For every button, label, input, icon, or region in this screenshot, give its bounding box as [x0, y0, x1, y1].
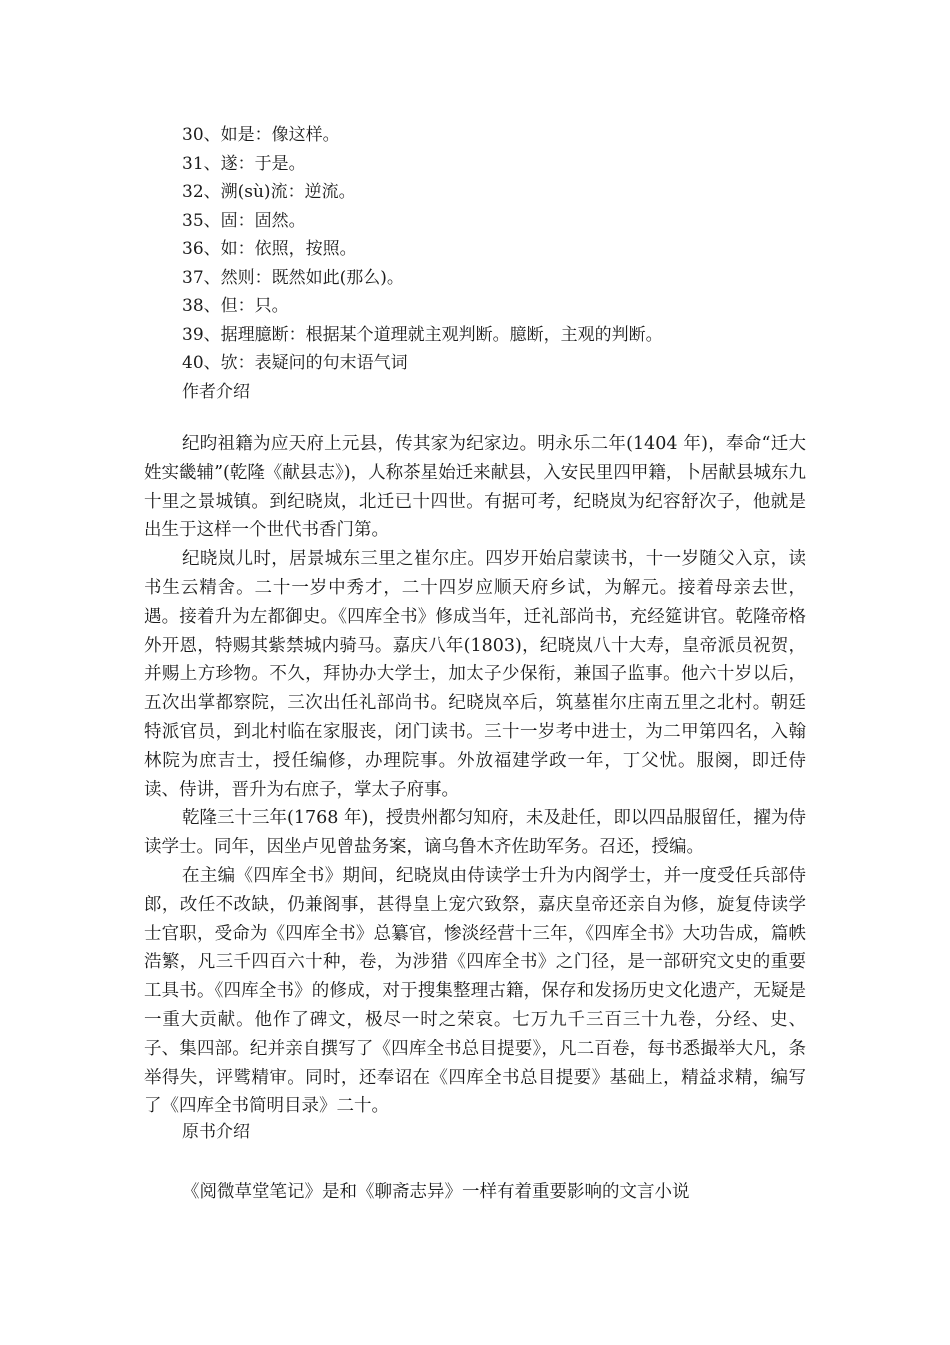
author-heading: 作者介绍: [182, 381, 250, 402]
annotation-notes: [182, 121, 822, 406]
note-item: 39、据理臆断：根据某个道理就主观判断。臆断，主观的判断。: [182, 324, 663, 345]
note-item: 40、欤：表疑问的句末语气词: [182, 353, 408, 373]
note-item: 30、如是：像这样。: [182, 125, 340, 145]
author-paragraph-1768: 乾隆三十三年(1768 年)，授贵州都匀知府，未及赴任，即以四品服留任，擢为侍读学士。同年，因坐卢见曾盐务案，谪乌鲁木齐佐助军务。召还，授编。: [144, 808, 806, 858]
note-item: 32、溯(sù)流：逆流。: [182, 182, 356, 202]
note-item: 37、然则：既然如此(那么)。: [182, 267, 404, 288]
note-item: 35、固：固然。: [182, 210, 306, 231]
author-paragraph-origin: 纪昀祖籍为应天府上元县，传其家为纪家边。明永乐二年(1404 年)，奉命“迁大姓实畿辅”(乾隆《献县志》)，人称茶星始迁来献县，入安民里四甲籍，卜居献县城东九十里之景城镇。到纪晓岚，北迁已十四世。有据可考，纪晓岚为纪容舒次子，他就是出生于这样一个世代书香门第。: [144, 434, 806, 541]
author-section: [144, 430, 806, 1121]
author-paragraph-career: 纪晓岚儿时，居景城东三里之崔尔庄。四岁开始启蒙读书，十一岁随父入京，读书生云精舍。二十一岁中秀才，二十四岁应顺天府乡试，为解元。接着母亲去世，遇。接着升为左都御史。《四库全书》修成当年，迁礼部尚书，充经筵讲官。乾隆帝格外开恩，特赐其紫禁城内骑马。嘉庆八年(1803)，纪晓岚八十大寿，皇帝派员祝贺，并赐上方珍物。不久，拜协办大学士，加太子少保衔，兼国子监事。他六十岁以后，五次出掌都察院，三次出任礼部尚书。纪晓岚卒后，筑墓崔尔庄南五里之北村。朝廷特派官员，到北村临在家服丧，闭门读书。三十一岁考中进士，为二甲第四名，入翰林院为庶吉士，授任编修，办理院事。外放福建学政一年，丁父忧。服阕，即迁侍读、侍讲，晋升为右庶子，掌太子府事。: [144, 549, 806, 800]
book-paragraph: 《阅微草堂笔记》是和《聊斋志异》一样有着重要影响的文言小说: [182, 1182, 690, 1202]
note-item: 38、但：只。: [182, 296, 289, 316]
book-heading: 原书介绍: [182, 1122, 250, 1142]
note-item: 36、如：依照，按照。: [182, 239, 357, 259]
note-item: 31、遂：于是。: [182, 153, 306, 174]
author-paragraph-siku: 在主编《四库全书》期间，纪晓岚由侍读学士升为内阁学士，并一度受任兵部侍郎，改任不改缺，仍兼阁事，甚得皇上宠穴致祭，嘉庆皇帝还亲自为修，旋复侍读学士官职，受命为《四库全书》总纂官，惨淡经营十三年，《四库全书》大功告成，篇帙浩繁，凡三千四百六十种，卷，为涉猎《四库全书》之门径，是一部研究文史的重要工具书。《四库全书》的修成，对于搜集整理古籍，保存和发扬历史文化遗产，无疑是一重大贡献。他作了碑文，极尽一时之荣哀。七万九千三百三十九卷，分经、史、子、集四部。纪并亲自撰写了《四库全书总目提要》，凡二百卷，每书悉撮举大凡，条举得失，评骘精审。同时，还奉诏在《四库全书总目提要》基础上，精益求精，编写了《四库全书简明目录》二十。: [144, 865, 806, 1117]
